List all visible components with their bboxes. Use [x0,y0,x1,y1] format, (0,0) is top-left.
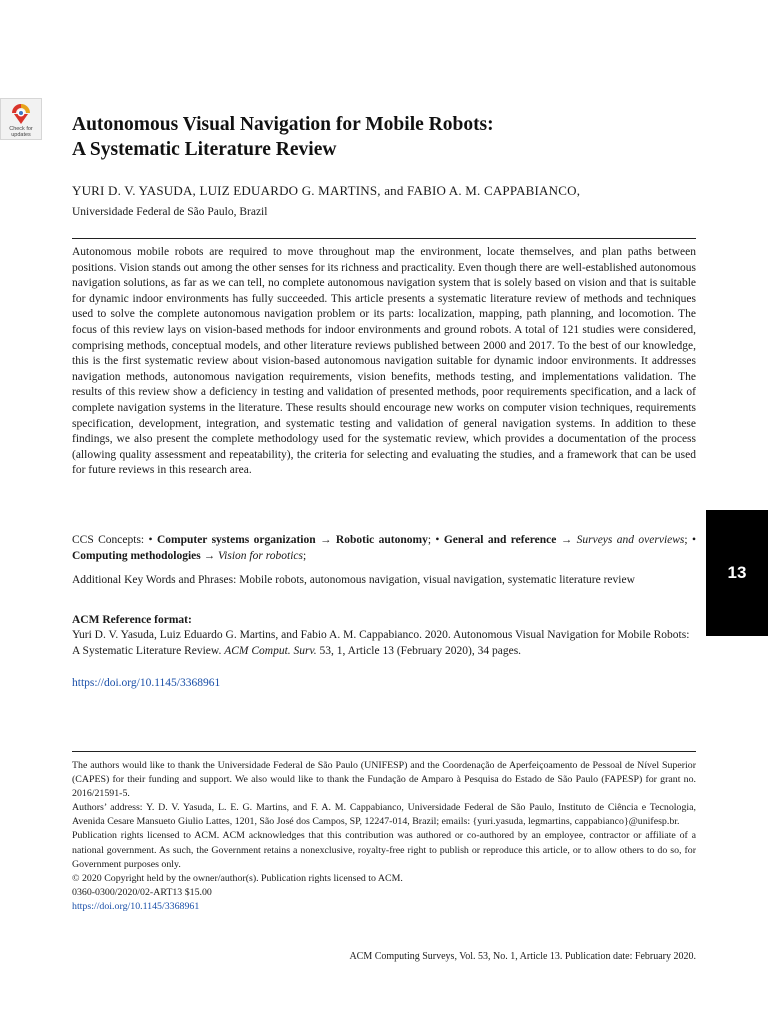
footnote-address: Authors’ address: Y. D. V. Yasuda, L. E. G. Martins, and F. A. M. Cappabianco, Universidade Federal de São Paulo, Instituto de Ciência e Tecnologia, Avenida Cesare Mansueto Giulio Lattes, 1201, São José dos Campos, SP, 12247-014, Brazil; emails: {yuri.yasuda, legmartins, cappabianco}@unifesp.br. [72,802,696,828]
abstract: Autonomous mobile robots are required to move throughout map the environment, locate themselves, and plan paths between positions. Vision stands out among the other senses for its richness and practicality. Even though there are well-established autonomous navigation solutions, as far as we can tell, no complete autonomous navigation system that is solely based on vision and that is suitable for dynamic indoor environments has fully succeeded. This article presents a systematic literature review of methods and techniques used to solve the complete autonomous navigation problem or its parts: localization, mapping, path planning, and locomotion. The focus of this review lays on vision-based methods for indoor environments and ground robots. A total of 121 studies were considered, comprising methods, conceptual models, and other literature reviews published between 2000 and 2017. To the best of our knowledge, this is the first systematic review about vision-based autonomous navigation suitable for dynamic indoor environments. It addresses navigation methods, autonomous navigation requirements, vision benefits, methods testing, and implementations validation. The results of this review show a deficiency in testing and validation of presented methods, poor requirements specification, and a lack of complete navigation systems in the literature. These results should encourage new works on computer vision techniques, requirements specification, development, integration, and systematic testing and validation of general navigation systems. In addition to these findings, we also present the complete methodology used for the systematic review, which provides a documentation of the process (allowing quality assessment and repeatability), the criteria for selecting and evaluating the studies, and a framework that can be used for future reviews in this research area. [72,246,696,477]
reference-doi-link[interactable]: https://doi.org/10.1145/3368961 [72,677,221,689]
badge-label: Check for updates [9,126,33,138]
affiliation: Universidade Federal de São Paulo, Brazil [72,206,268,218]
ccs-concepts: CCS Concepts: • Computer systems organization → Robotic autonomy; • General and reference → Surveys and overviews; • Computing methodologies → Vision for robotics; [72,534,697,562]
footnote-doi-link[interactable]: https://doi.org/10.1145/3368961 [72,900,200,912]
footnote-thanks: The authors would like to thank the Universidade Federal de São Paulo (UNIFESP) and the Coordenação de Aperfeiçoamento de Pessoal de Nível Superior (CAPES) for their funding and support. We also would like to thank the Fundação de Amparo à Pesquisa do Estado de São Paulo (FAPESP) for grant no. 2016/21591-5. [72,760,696,800]
title-line-2: A Systematic Literature Review [72,139,337,160]
abstract-divider [72,238,696,239]
footnote-divider [72,751,696,752]
journal-footer: ACM Computing Surveys, Vol. 53, No. 1, Article 13. Publication date: February 2020. [349,951,696,962]
footnote-copyright: © 2020 Copyright held by the owner/author(s). Publication rights licensed to ACM. [72,872,403,884]
ccs-label: CCS Concepts: • [72,534,153,546]
footnote-issn: 0360-0300/2020/02-ART13 $15.00 [72,886,212,898]
check-for-updates-icon [10,102,32,126]
footnote-license: Publication rights licensed to ACM. ACM acknowledges that this contribution was authored or co-authored by an employee, contractor or affiliate of a national government. As such, the Government retains a nonexclusive, royalty-free right to publish or reproduce this article, or to allow others to do so, for Government purposes only. [72,830,696,870]
article-number-tab [706,510,768,636]
reference-heading: ACM Reference format: [72,614,192,626]
ccs-term-3: General and reference [443,534,557,546]
author-list: YURI D. V. YASUDA, LUIZ EDUARDO G. MARTINS, and FABIO A. M. CAPPABIANCO, [72,183,581,198]
ccs-term-2: Robotic autonomy [335,534,428,546]
reference-citation [72,628,696,659]
reference-text-2: 53, 1, Article 13 (February 2020), 34 pages. [319,644,522,657]
check-for-updates-badge[interactable] [0,98,42,140]
ccs-term-6: Vision for robotics [218,549,303,562]
ccs-term-1: Computer systems organization [156,534,316,546]
ccs-term-5: Computing methodologies [72,549,201,562]
footnotes [72,759,696,914]
title-line-1: Autonomous Visual Navigation for Mobile Robots: [72,114,494,135]
paper-title [72,112,696,162]
reference-journal: ACM Comput. Surv. [224,644,317,657]
ccs-term-4: Surveys and overviews [576,534,685,546]
keywords: Additional Key Words and Phrases: Mobile robots, autonomous navigation, visual navigation, systematic literature review [72,574,635,586]
article-number: 13 [727,563,747,582]
reference-text-1: Yuri D. V. Yasuda, Luiz Eduardo G. Martins, and Fabio A. M. Cappabianco. 2020. Autonomous Visual Navigation for Mobile Robots: A Systematic Literature Review. [72,629,690,657]
